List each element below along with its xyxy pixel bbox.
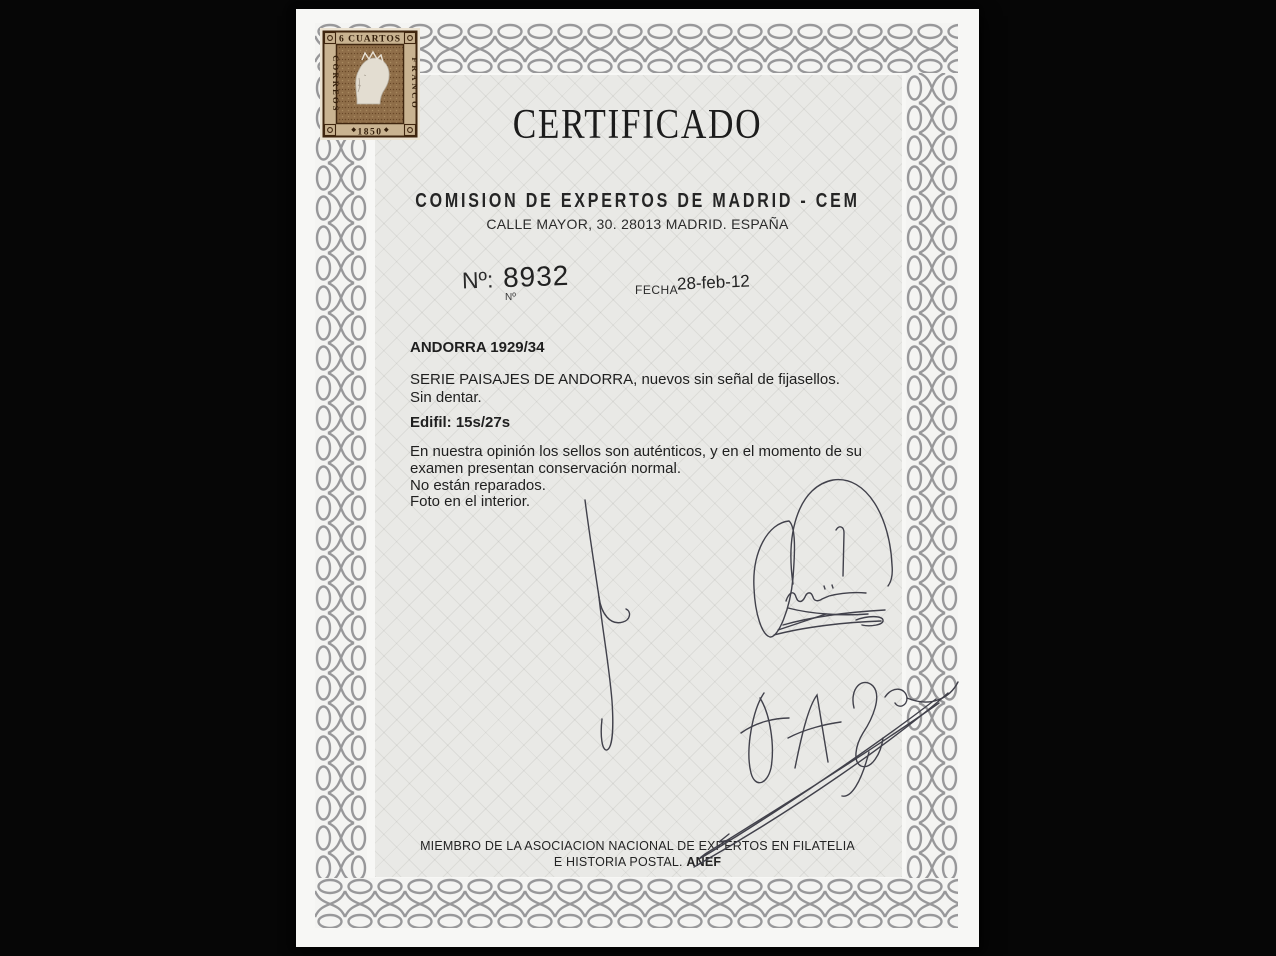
opinion-line-1: En nuestra opinión los sellos son auténticos, y en el momento de su (410, 443, 862, 460)
footer-line-2-text: E HISTORIA POSTAL. (553, 855, 687, 869)
opinion-line-2: examen presentan conservación normal. (410, 459, 681, 477)
stamp-top-label: 6 CUARTOS (338, 34, 402, 45)
stamp-left-label: CORREOS (331, 55, 341, 113)
date-label: FECHA (635, 283, 679, 297)
stamp-right-label: FRANCO (410, 57, 420, 111)
signature-bottom-right (694, 682, 958, 867)
description-line-1: SERIE PAISAJES DE ANDORRA, nuevos sin señal de fijasellos. (410, 371, 840, 388)
certificate-number-preprint: Nº (505, 292, 516, 303)
organization-name: COMISION DE EXPERTOS DE MADRID - CEM (415, 190, 860, 212)
signature-left (585, 500, 630, 750)
certificate-number-label: Nº: (461, 266, 494, 294)
opinion-line-3: No están reparados. (410, 476, 546, 494)
description-line-2: Sin dentar. (410, 389, 482, 406)
footer-anef: ANEF (686, 855, 722, 869)
opinion-line-4: Foto en el interior. (410, 493, 531, 511)
catalog-reference: Edifil: 15s/27s (410, 414, 511, 431)
certificate-number-value: 8932 (502, 259, 570, 294)
certificate-title: CERTIFICADO (512, 102, 763, 148)
stamp-bottom-label: 1850 (357, 127, 383, 138)
organization-address: CALLE MAYOR, 30. 28013 MADRID. ESPAÑA (486, 216, 789, 232)
footer-line-1: MIEMBRO DE LA ASOCIACION NACIONAL DE EXPERTOS EN FILATELIA (420, 839, 855, 853)
signatures-overlay (296, 9, 979, 947)
certificate-paper (296, 9, 979, 947)
item-title: ANDORRA 1929/34 (410, 339, 545, 356)
date-value: 28-feb-12 (676, 271, 751, 294)
signature-right-upper (754, 480, 892, 637)
